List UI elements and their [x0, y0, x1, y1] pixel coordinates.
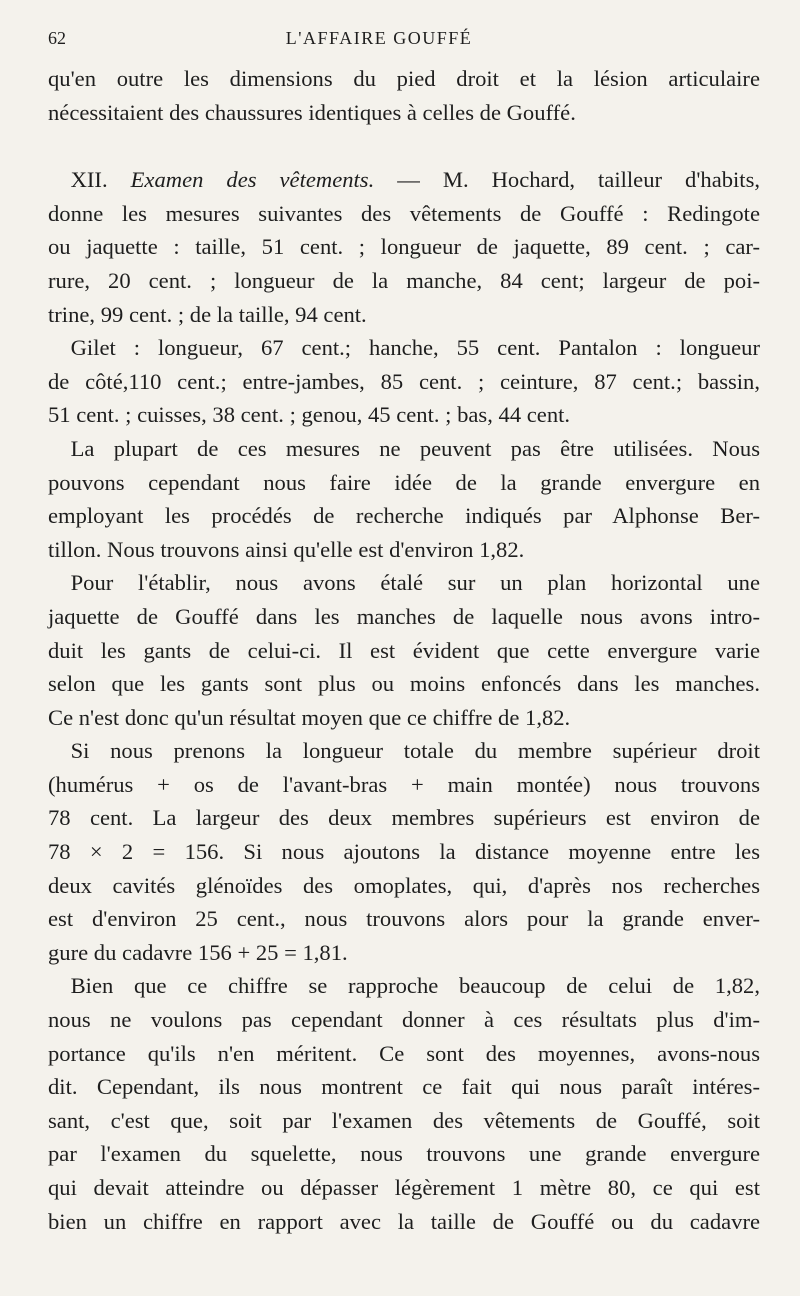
text-line: gure du cadavre 156 + 25 = 1,81. [48, 939, 348, 965]
paragraph [48, 969, 760, 1238]
text-line: Gilet : longueur, 67 cent.; hanche, 55 cent. Pantalon : longueur [70, 335, 760, 361]
text-line: deux cavités glénoïdes des omoplates, qui, d'après nos recherches [48, 872, 760, 898]
text-line [48, 163, 760, 197]
paragraph [48, 331, 760, 432]
text-line: (humérus + os de l'avant-bras + main montée) nous trouvons [48, 771, 760, 797]
text-line: dit. Cependant, ils nous montrent ce fait qui nous paraît intéres- [48, 1074, 760, 1100]
section-heading: Examen des vêtements. [130, 167, 375, 193]
paragraph [48, 734, 760, 969]
text-line: de côté,110 cent.; entre-jambes, 85 cent. ; ceinture, 87 cent.; bassin, [48, 368, 760, 394]
text-line: est d'environ 25 cent., nous trouvons alors pour la grande enver- [48, 906, 760, 932]
running-title: L'AFFAIRE GOUFFÉ [285, 28, 473, 48]
text-line: sant, c'est que, soit par l'examen des vêtements de Gouffé, soit [48, 1107, 760, 1133]
paragraph [48, 566, 760, 734]
text-fragment: — M. Hochard, tailleur d'habits, [374, 167, 761, 193]
text-line: portance qu'ils n'en méritent. Ce sont des moyennes, avons-nous [48, 1040, 760, 1066]
paragraph-section-xii [48, 163, 760, 331]
text-line: bien un chiffre en rapport avec la taille de Gouffé ou du cadavre [48, 1208, 760, 1234]
text-line: rure, 20 cent. ; longueur de la manche, 84 cent; largeur de poi- [48, 267, 760, 293]
text-line: ou jaquette : taille, 51 cent. ; longueur de jaquette, 89 cent. ; car- [48, 234, 760, 260]
text-line: jaquette de Gouffé dans les manches de laquelle nous avons intro- [48, 603, 760, 629]
text-line: selon que les gants sont plus ou moins enfoncés dans les manches. [48, 671, 760, 697]
text-line: tillon. Nous trouvons ainsi qu'elle est d'environ 1,82. [48, 536, 525, 562]
paragraph [48, 62, 760, 129]
text-line: Si nous prenons la longueur totale du membre supérieur droit [70, 738, 760, 764]
page-header [48, 28, 760, 62]
text-line: employant les procédés de recherche indiqués par Alphonse Ber- [48, 503, 760, 529]
text-line: trine, 99 cent. ; de la taille, 94 cent. [48, 301, 367, 327]
text-line: qu'en outre les dimensions du pied droit et la lésion articulaire [48, 66, 760, 91]
page-number: 62 [48, 28, 66, 48]
text-line: 51 cent. ; cuisses, 38 cent. ; genou, 45 cent. ; bas, 44 cent. [48, 402, 571, 428]
paragraph [48, 432, 760, 566]
body-text [48, 62, 760, 1238]
text-line: duit les gants de celui-ci. Il est évident que cette envergure varie [48, 637, 760, 663]
section-number: XII. [70, 167, 108, 193]
text-line: pouvons cependant nous faire idée de la grande envergure en [48, 469, 760, 495]
text-line: qui devait atteindre ou dépasser légèrement 1 mètre 80, ce qui est [48, 1175, 760, 1200]
text-line: Ce n'est donc qu'un résultat moyen que ce chiffre de 1,82. [48, 704, 571, 730]
text-line: nous ne voulons pas cependant donner à ces résultats plus d'im- [48, 1007, 760, 1033]
text-line: par l'examen du squelette, nous trouvons une grande envergure [48, 1141, 760, 1167]
text-line: 78 × 2 = 156. Si nous ajoutons la distance moyenne entre les [48, 839, 760, 865]
text-line: nécessitaient des chaussures identiques à celles de Gouffé. [48, 99, 576, 125]
text-line: donne les mesures suivantes des vêtements de Gouffé : Redingote [48, 200, 760, 226]
text-line: Bien que ce chiffre se rapproche beaucoup de celui de 1,82, [70, 973, 760, 999]
text-line: 78 cent. La largeur des deux membres supérieurs est environ de [48, 805, 760, 831]
text-line: Pour l'établir, nous avons étalé sur un plan horizontal une [70, 570, 760, 596]
text-line: La plupart de ces mesures ne peuvent pas être utilisées. Nous [70, 435, 760, 461]
